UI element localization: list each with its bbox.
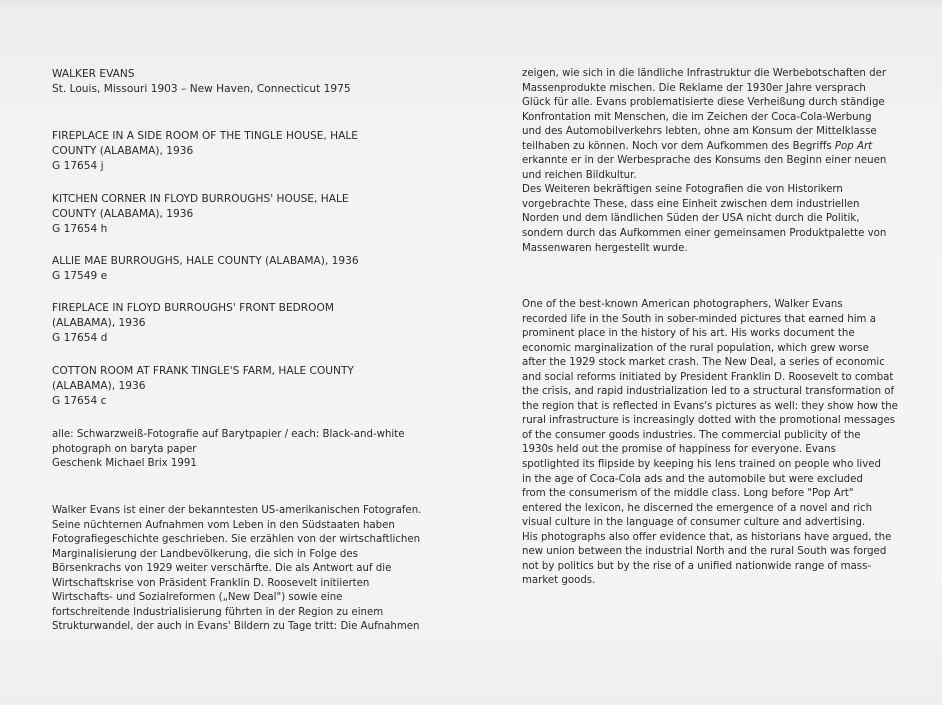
work-title-line: (ALABAMA), 1936	[52, 316, 146, 329]
inventory-number: G 17654 j	[52, 159, 104, 172]
credit-line: Geschenk Michael Brix 1991	[52, 458, 197, 470]
text-line: market goods.	[522, 575, 596, 587]
text-line: vorgebrachte These, dass eine Einheit zwischen dem industriellen	[522, 198, 860, 210]
text-line: Wirtschaftskrise von Präsident Franklin D. Roosevelt initiierten	[52, 577, 370, 589]
text-line: the crisis, and rapid industrialization led to a structural transformation of	[522, 386, 895, 398]
artist-block	[52, 67, 452, 97]
text-line: sondern durch das Aufkommen einer gemeinsamen Produktpalette von	[522, 228, 887, 240]
work-label	[52, 254, 452, 284]
medium-line: alle: Schwarzweiß-Fotografie auf Barytpapier / each: Black-and-white	[52, 429, 405, 440]
text-line: Konfrontation mit Menschen, die im Zeichen der Coca-Cola-Werbung	[522, 111, 872, 123]
artist-life-dates: St. Louis, Missouri 1903 – New Haven, Connecticut 1975	[52, 82, 351, 95]
inventory-number: G 17654 c	[52, 394, 107, 407]
german-text-part1	[52, 504, 452, 635]
text-line: Glück für alle. Evans problematisierte diese Verheißung durch ständige	[522, 97, 885, 109]
work-label	[52, 192, 452, 236]
text-line: not by politics but by the rise of a unified nationwide range of mass-	[522, 560, 872, 572]
inventory-number: G 17654 d	[52, 331, 108, 344]
text-line: new union between the industrial North and the rural South was forged	[522, 546, 887, 558]
text-line: Fotografiegeschichte geschrieben. Sie erzählen von der wirtschaftlichen	[52, 534, 421, 546]
text-line: Wirtschafts- und Sozialreformen („New Deal") sowie eine	[52, 592, 343, 604]
text-line: One of the best-known American photographers, Walker Evans	[522, 299, 843, 310]
text-line: in the age of Coca-Cola ads and the automobile but were excluded	[522, 473, 863, 485]
text-line: 1930s held out the promise of happiness for everyone. Evans	[522, 444, 836, 456]
work-title-line: COTTON ROOM AT FRANK TINGLE'S FARM, HALE COUNTY	[52, 365, 354, 377]
text-line: zeigen, wie sich in die ländliche Infrastruktur die Werbebotschaften der	[522, 68, 887, 79]
text-line: Walker Evans ist einer der bekanntesten US-amerikanischen Fotografen.	[52, 505, 422, 516]
text-line: und reichen Bildkultur.	[522, 169, 637, 181]
text-line: after the 1929 stock market crash. The New Deal, a series of economic	[522, 357, 885, 369]
text-line: the region that is reflected in Evans's pictures as well: they show how the	[522, 400, 898, 412]
work-label	[52, 129, 452, 173]
text-line: fortschreitende Industrialisierung führten in der Region zu einem	[52, 606, 384, 618]
text-line: Marginalisierung der Landbevölkerung, die sich in Folge des	[52, 548, 358, 560]
medium-credit	[52, 428, 452, 472]
text-line: entered the lexicon, he discerned the emergence of a novel and rich	[522, 502, 873, 514]
work-label	[52, 364, 452, 408]
work-title-line: COUNTY (ALABAMA), 1936	[52, 144, 194, 157]
text-line: economic marginalization of the rural population, which grew worse	[522, 342, 869, 354]
work-title-line: COUNTY (ALABAMA), 1936	[52, 207, 194, 220]
work-title-line: FIREPLACE IN FLOYD BURROUGHS' FRONT BEDROOM	[52, 302, 334, 314]
text-line: Strukturwandel, der auch in Evans' Bildern zu Tage tritt: Die Aufnahmen	[52, 621, 420, 633]
text-line: visual culture in the language of consumer culture and advertising.	[522, 517, 866, 529]
work-label	[52, 301, 452, 345]
text-line: and social reforms initiated by President Franklin D. Roosevelt to combat	[522, 371, 894, 383]
paper-top-shadow	[0, 0, 942, 10]
text-line: Massenprodukte mischen. Die Reklame der 1930er Jahre versprach	[522, 82, 866, 94]
work-title-line: ALLIE MAE BURROUGHS, HALE COUNTY (ALABAMA), 1936	[52, 255, 359, 267]
pop-art-term: Pop Art	[834, 140, 873, 152]
text-line: prominent place in the history of his art. His works document the	[522, 328, 855, 340]
inventory-number: G 17549 e	[52, 269, 108, 282]
text-line: erkannte er in der Werbesprache des Konsums den Beginn einer neuen	[522, 155, 887, 167]
german-text-part2	[522, 67, 897, 256]
inventory-number: G 17654 h	[52, 222, 108, 235]
artist-name: WALKER EVANS	[52, 68, 135, 80]
text-line: Börsenkrachs von 1929 weiter verschärfte. Die als Antwort auf die	[52, 563, 392, 575]
text-line: His photographs also offer evidence that, as historians have argued, the	[522, 531, 892, 543]
medium-line: photograph on baryta paper	[52, 443, 197, 455]
work-title-line: KITCHEN CORNER IN FLOYD BURROUGHS' HOUSE, HALE	[52, 193, 349, 205]
text-line: Massenwaren hergestellt wurde.	[522, 242, 688, 254]
work-title-line: (ALABAMA), 1936	[52, 379, 146, 392]
text-line: of the consumer goods industries. The commercial publicity of the	[522, 429, 861, 441]
text-line: spotlighted its flipside by keeping his lens trained on people who lived	[522, 459, 882, 471]
text-line: Des Weiteren bekräftigen seine Fotografien die von Historikern	[522, 184, 843, 196]
text-line: from the consumerism of the middle class. Long before "Pop Art"	[522, 488, 854, 500]
text-line: Seine nüchternen Aufnahmen vom Leben in den Südstaaten haben	[52, 519, 395, 531]
text-line: recorded life in the South in sober-minded pictures that earned him a	[522, 313, 876, 325]
english-text	[522, 298, 897, 589]
work-title-line: FIREPLACE IN A SIDE ROOM OF THE TINGLE HOUSE, HALE	[52, 130, 358, 142]
text-line	[522, 140, 897, 155]
text-segment: teilhaben zu können. Noch vor dem Aufkommen des Begriffs	[522, 140, 832, 152]
text-line: Norden und dem ländlichen Süden der USA nicht durch die Politik,	[522, 213, 860, 225]
text-line: und des Automobilverkehrs lebten, ohne am Konsum der Mittelklasse	[522, 126, 877, 138]
text-line: rural infrastructure is increasingly dotted with the promotional messages	[522, 415, 896, 427]
